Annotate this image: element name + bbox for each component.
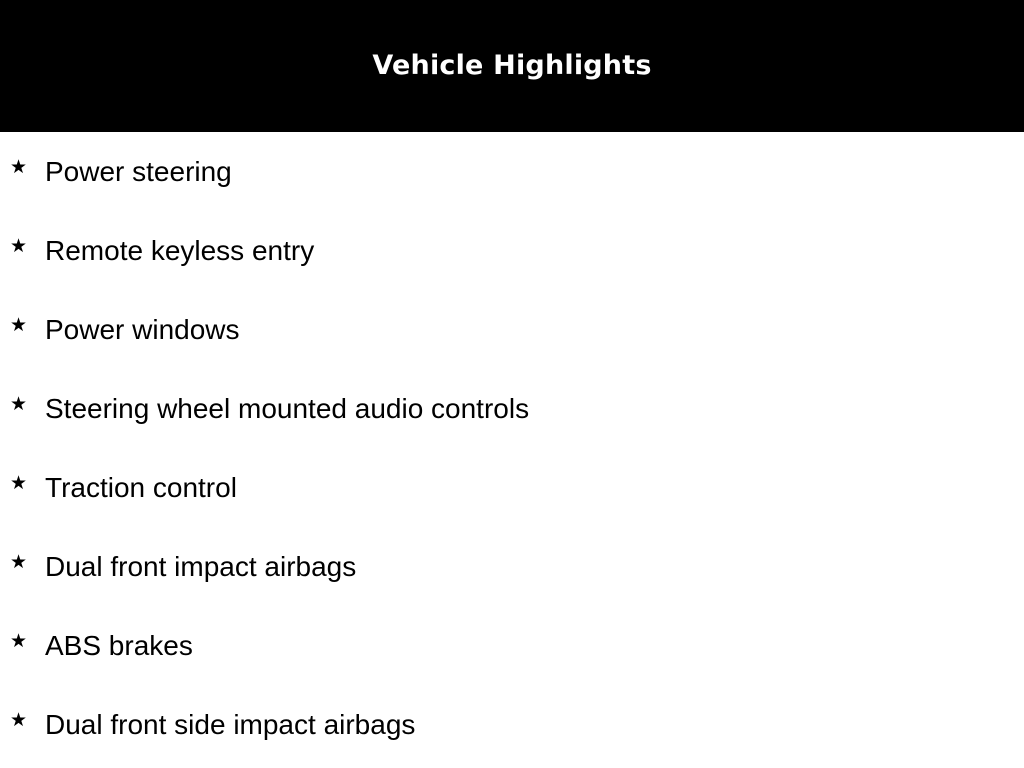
page-title: Vehicle Highlights [372, 49, 652, 81]
star-icon: ★ [10, 156, 28, 178]
star-icon: ★ [10, 709, 28, 731]
highlight-label: Remote keyless entry [45, 235, 315, 266]
highlight-label: Power windows [45, 314, 240, 345]
highlight-label: Power steering [45, 156, 232, 187]
highlight-label: Dual front side impact airbags [45, 709, 416, 740]
star-icon: ★ [10, 472, 28, 494]
star-icon: ★ [10, 235, 28, 257]
highlight-label: Steering wheel mounted audio controls [45, 393, 530, 424]
star-icon: ★ [10, 314, 28, 336]
highlight-label: Traction control [45, 472, 237, 503]
header-bar [0, 0, 1024, 132]
star-icon: ★ [10, 630, 28, 652]
star-icon: ★ [10, 393, 28, 415]
star-icon: ★ [10, 551, 28, 573]
highlight-label: ABS brakes [45, 630, 193, 661]
highlight-label: Dual front impact airbags [45, 551, 357, 582]
